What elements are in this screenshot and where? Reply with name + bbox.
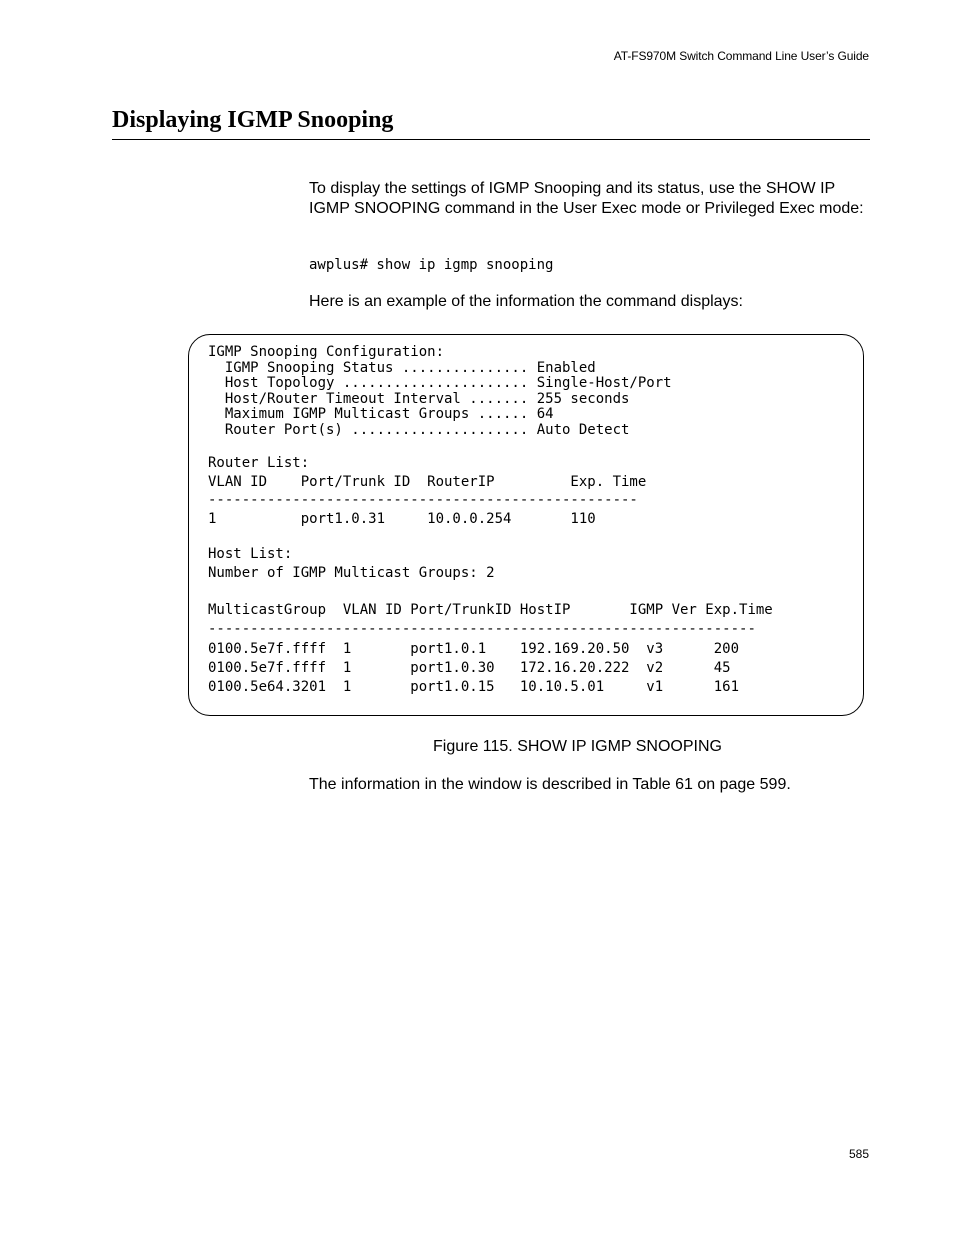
router-list-block: Router List: VLAN ID Port/Trunk ID RouterIP Exp. Time --------------------------------------------------- 1 port1.0.31 10.0.0.254 110	[208, 455, 647, 527]
multicast-table-block: MulticastGroup VLAN ID Port/TrunkID HostIP IGMP Ver Exp.Time ----------------------------------------------------------------- 0100.5e7f.ffff 1 port1.0.1 192.169.20.50 v3 200 0100.5e7f.ffff 1 port1.0.30 172.16.20.222 v2 45 0100.5e64.3201 1 port1.0.15 10.10.5.01 v1 161	[208, 602, 773, 696]
running-header: AT-FS970M Switch Command Line User’s Guide	[613, 49, 869, 63]
snooping-config-block: IGMP Snooping Configuration: IGMP Snooping Status ............... Enabled Host Topology ...................... Single-Host/Port Host/Router Timeout Interval ....... 255 seconds Maximum IGMP Multicast Groups ...... 64 Router Port(s) ..................... Auto Detect	[208, 344, 672, 438]
intro-paragraph: To display the settings of IGMP Snooping and its status, use the SHOW IP IGMP SNOOPING command in the User Exec mode or Privileged Exec mode:	[309, 180, 864, 217]
page-number: 585	[848, 1147, 869, 1161]
figure-caption: Figure 115. SHOW IP IGMP SNOOPING	[433, 738, 722, 755]
section-title: Displaying IGMP Snooping	[112, 107, 394, 133]
title-rule	[112, 139, 870, 140]
example-intro-paragraph: Here is an example of the information the command displays:	[309, 293, 743, 310]
command-example: awplus# show ip igmp snooping	[309, 257, 554, 273]
host-list-block: Host List: Number of IGMP Multicast Groups: 2	[208, 546, 495, 581]
outro-paragraph: The information in the window is described in Table 61 on page 599.	[309, 776, 791, 793]
